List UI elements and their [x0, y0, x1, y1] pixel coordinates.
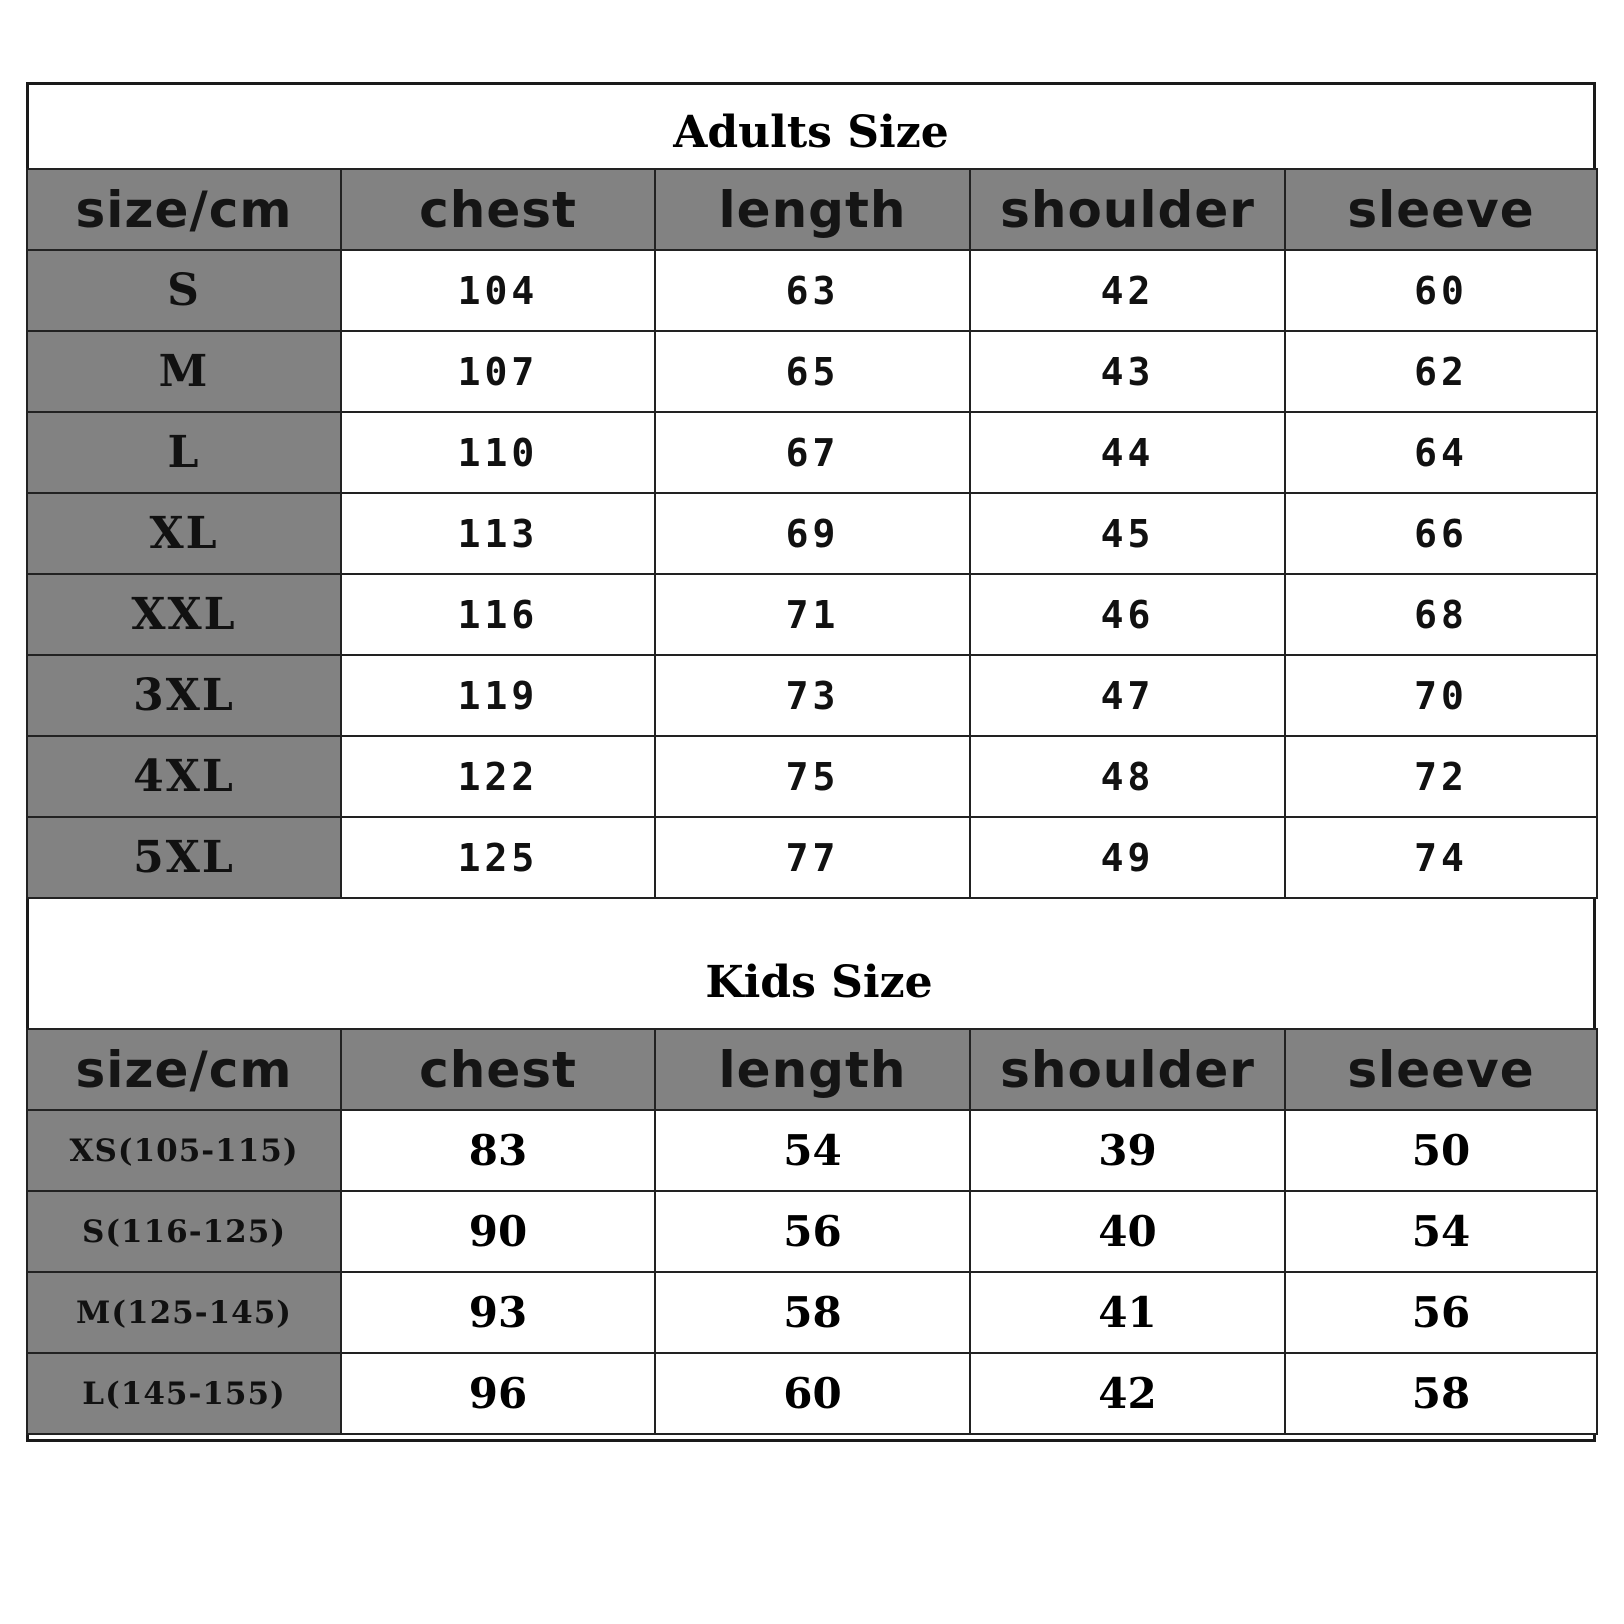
- table-row: [27, 1110, 1597, 1191]
- length-value: 73: [655, 655, 970, 736]
- length-value: 60: [655, 1353, 970, 1434]
- shoulder-value: 42: [970, 1353, 1285, 1434]
- size-label: L(145-155): [27, 1353, 341, 1434]
- size-label: M: [27, 331, 341, 412]
- length-value: 67: [655, 412, 970, 493]
- adults-size-table: [26, 168, 1598, 899]
- column-header-size: size/cm: [27, 169, 341, 250]
- sleeve-value: 56: [1285, 1272, 1597, 1353]
- chest-value: 113: [341, 493, 655, 574]
- table-header-row: [27, 1029, 1597, 1110]
- column-header-chest: chest: [341, 169, 655, 250]
- sleeve-value: 70: [1285, 655, 1597, 736]
- chest-value: 104: [341, 250, 655, 331]
- length-value: 56: [655, 1191, 970, 1272]
- shoulder-value: 39: [970, 1110, 1285, 1191]
- sleeve-value: 54: [1285, 1191, 1597, 1272]
- shoulder-value: 42: [970, 250, 1285, 331]
- chest-value: 122: [341, 736, 655, 817]
- chest-value: 96: [341, 1353, 655, 1434]
- sleeve-value: 50: [1285, 1110, 1597, 1191]
- column-header-sleeve: sleeve: [1285, 1029, 1597, 1110]
- table-row: [27, 1353, 1597, 1434]
- shoulder-value: 47: [970, 655, 1285, 736]
- sleeve-value: 74: [1285, 817, 1597, 898]
- kids-size-table: [26, 1028, 1598, 1435]
- size-label: L: [27, 412, 341, 493]
- chest-value: 83: [341, 1110, 655, 1191]
- shoulder-value: 49: [970, 817, 1285, 898]
- table-row: [27, 1272, 1597, 1353]
- size-label: 5XL: [27, 817, 341, 898]
- sleeve-value: 64: [1285, 412, 1597, 493]
- table-row: [27, 1191, 1597, 1272]
- shoulder-value: 44: [970, 412, 1285, 493]
- chest-value: 107: [341, 331, 655, 412]
- table-row: [27, 331, 1597, 412]
- table-row: [27, 250, 1597, 331]
- table-row: [27, 493, 1597, 574]
- adults-size-title: Adults Size: [673, 107, 949, 158]
- shoulder-value: 48: [970, 736, 1285, 817]
- size-label: S(116-125): [27, 1191, 341, 1272]
- sleeve-value: 60: [1285, 250, 1597, 331]
- table-row: [27, 412, 1597, 493]
- chest-value: 110: [341, 412, 655, 493]
- column-header-sleeve: sleeve: [1285, 169, 1597, 250]
- length-value: 71: [655, 574, 970, 655]
- chest-value: 125: [341, 817, 655, 898]
- column-header-shoulder: shoulder: [970, 169, 1285, 250]
- size-label: XL: [27, 493, 341, 574]
- sleeve-value: 72: [1285, 736, 1597, 817]
- column-header-length: length: [655, 1029, 970, 1110]
- length-value: 69: [655, 493, 970, 574]
- sleeve-value: 58: [1285, 1353, 1597, 1434]
- length-value: 75: [655, 736, 970, 817]
- shoulder-value: 43: [970, 331, 1285, 412]
- table-row: [27, 817, 1597, 898]
- size-label: XXL: [27, 574, 341, 655]
- size-label: M(125-145): [27, 1272, 341, 1353]
- shoulder-value: 40: [970, 1191, 1285, 1272]
- kids-size-title: Kids Size: [705, 957, 933, 1008]
- size-label: 3XL: [27, 655, 341, 736]
- length-value: 54: [655, 1110, 970, 1191]
- length-value: 63: [655, 250, 970, 331]
- column-header-chest: chest: [341, 1029, 655, 1110]
- shoulder-value: 41: [970, 1272, 1285, 1353]
- sleeve-value: 66: [1285, 493, 1597, 574]
- table-row: [27, 655, 1597, 736]
- table-row: [27, 736, 1597, 817]
- size-label: XS(105-115): [27, 1110, 341, 1191]
- length-value: 58: [655, 1272, 970, 1353]
- sleeve-value: 68: [1285, 574, 1597, 655]
- table-header-row: [27, 169, 1597, 250]
- size-label: S: [27, 250, 341, 331]
- column-header-shoulder: shoulder: [970, 1029, 1285, 1110]
- length-value: 65: [655, 331, 970, 412]
- chest-value: 119: [341, 655, 655, 736]
- chest-value: 93: [341, 1272, 655, 1353]
- chest-value: 90: [341, 1191, 655, 1272]
- column-header-size: size/cm: [27, 1029, 341, 1110]
- chest-value: 116: [341, 574, 655, 655]
- column-header-length: length: [655, 169, 970, 250]
- size-chart: [26, 82, 1596, 1442]
- shoulder-value: 46: [970, 574, 1285, 655]
- shoulder-value: 45: [970, 493, 1285, 574]
- size-label: 4XL: [27, 736, 341, 817]
- table-row: [27, 574, 1597, 655]
- length-value: 77: [655, 817, 970, 898]
- sleeve-value: 62: [1285, 331, 1597, 412]
